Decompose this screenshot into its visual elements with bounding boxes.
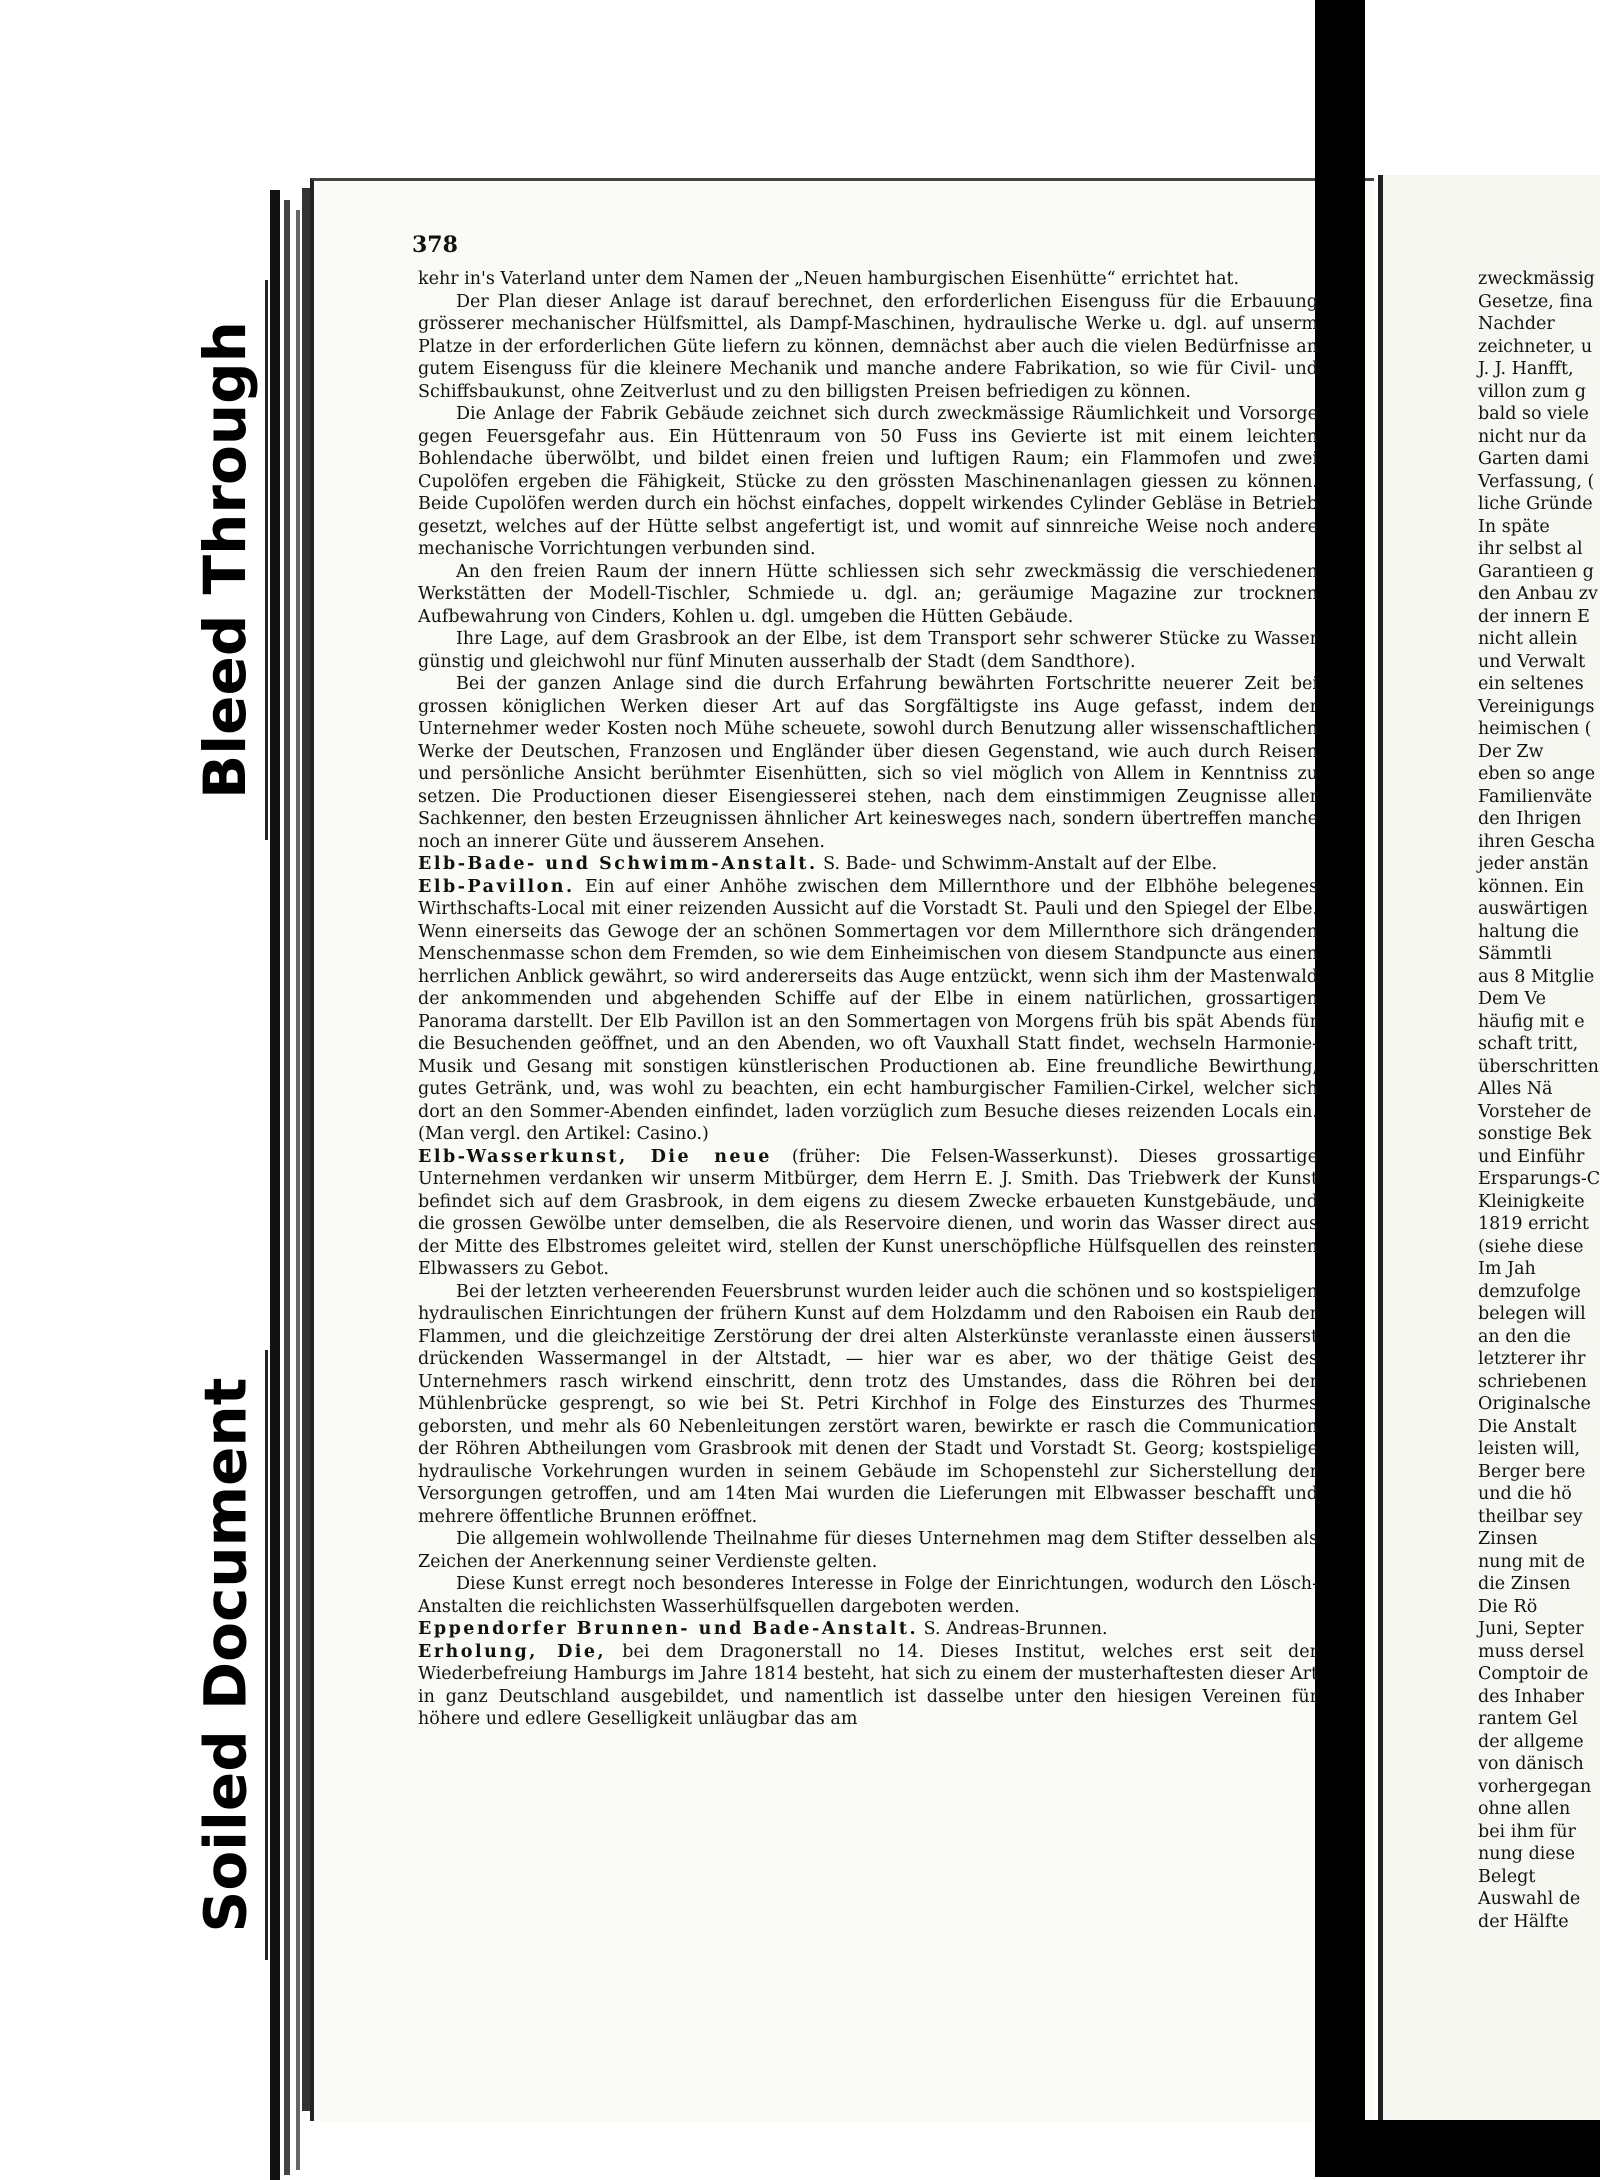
soiled-document-text: Soiled Document <box>191 1377 260 1933</box>
right-page-line: der Hälfte <box>1478 1911 1569 1932</box>
right-page-line: überschritten <box>1478 1056 1599 1077</box>
page-stack-edge-inner <box>284 200 290 2175</box>
paragraph-text: S. Bade- und Schwimm-Anstalt auf der Elbe. <box>817 854 1218 874</box>
right-page-line: schaft tritt, <box>1478 1034 1579 1054</box>
right-page-line: J. J. Hanfft, <box>1478 359 1574 379</box>
right-page-line: nicht allein <box>1478 629 1578 649</box>
right-page-line: Alles Nä <box>1478 1079 1553 1099</box>
right-page-line: haltung die <box>1478 921 1579 942</box>
right-page-line: In späte <box>1478 516 1550 537</box>
right-page-line: und die hö <box>1478 1484 1572 1504</box>
right-page-line: Vorsteher de <box>1478 1101 1592 1122</box>
right-page-line: liche Gründe <box>1478 494 1593 514</box>
paragraph-text: Die Anlage der Fabrik Gebäude zeichnet sich durch zweckmässige Räumlichkeit und Vorsorge gegen Feuersgefahr aus. Ein Hüttenraum von 50 Fuss ins Gevierte ist mit einem leichten Bohlendache überwölbt, und bildet einen freien und luftigen Raum; ein Flammofen und zwei Cupolöfen ergeben die Fähigkeit, Stücke zu den grössten Maschinenanlagen giessen zu können. Beide Cupolöfen werden durch ein höchst einfaches, doppelt wirkendes Cylinder Gebläse in Betrieb gesetzt, welches auf der Hütte selbst angefertigt ist, und womit auf sinnreiche Weise noch andere mechanische Vorrichtungen verbunden sind. <box>418 404 1318 559</box>
right-page-line: 1819 erricht <box>1478 1214 1589 1234</box>
right-page-line: Dem Ve <box>1478 989 1546 1009</box>
paragraph <box>418 628 1318 673</box>
right-page-line: Belegt <box>1478 1866 1536 1887</box>
right-page-line: jeder anstän <box>1478 854 1589 874</box>
soiled-document-label <box>185 1350 268 1960</box>
right-page-text-column <box>1478 268 1600 1933</box>
page-stack-edge-inner2 <box>296 210 300 2170</box>
entry-paragraph <box>388 853 1318 876</box>
right-page-line: Ersparungs-C <box>1478 1169 1600 1189</box>
right-page-line: Die Anstalt <box>1478 1416 1577 1437</box>
right-page-line: eben so ange <box>1478 764 1596 784</box>
right-page-line: auswärtigen <box>1478 899 1588 919</box>
right-page-line: der allgeme <box>1478 1731 1584 1752</box>
right-page-line: und Verwalt <box>1478 651 1586 672</box>
right-page-line: die Zinsen <box>1478 1574 1571 1594</box>
paragraph-text: (früher: Die Felsen-Wasserkunst). Dieses grossartige Unternehmen verdanken wir unserm Mitbürger, dem Herrn E. J. Smith. Das Triebwerk der Kunst befindet sich auf dem Grasbrook, in dem eigens zu diesem Zwecke erbaueten Kunstgebäude, und die grossen Gewölbe unter demselben, die als Reservoire dienen, und worin das Wasser direct aus der Mitte des Elbstromes geleitet wird, stellen der Kunst unerschöpfliche Hülfsquellen des reinsten Elbwassers zu Gebot. <box>418 1146 1318 1279</box>
paragraph-text: Die allgemein wohlwollende Theilnahme für dieses Unternehmen mag dem Stifter desselben als Zeichen der Anerkennung seiner Verdienste gelten. <box>418 1529 1318 1572</box>
bleed-through-label <box>185 280 268 840</box>
right-page-line: aus 8 Mitglie <box>1478 966 1595 987</box>
main-text-column <box>418 268 1318 1731</box>
right-page-line: Vereinigungs <box>1478 696 1595 717</box>
entry-keyword: Elb-Wasserkunst, Die neue <box>418 1146 772 1167</box>
right-page-line: nicht nur da <box>1478 426 1587 447</box>
right-page-line: nung diese <box>1478 1844 1576 1864</box>
right-page-line: nung mit de <box>1478 1551 1585 1572</box>
right-page-line: rantem Gel <box>1478 1709 1578 1729</box>
right-page-line: (siehe diese <box>1478 1236 1584 1257</box>
right-page-line: vorhergegan <box>1478 1776 1592 1797</box>
entry-paragraph <box>388 1618 1318 1641</box>
paragraph-text: S. Andreas-Brunnen. <box>918 1619 1108 1639</box>
right-page-line: Im Jah <box>1478 1259 1536 1279</box>
paragraph-text: Bei der letzten verheerenden Feuersbrunst wurden leider auch die schönen und so kostspieligen hydraulischen Einrichtungen der frühern Kunst auf dem Holzdamm und den Raboisen ein Raub der Flammen, und die gleichzeitige Zerstörung der drei alten Alsterkünste veranlasste einen äusserst drückenden Wassermangel in der Altstadt, — hier war es aber, wo der thätige Geist des Unternehmers rasch wirkend einschritt, denn trotz des Umstandes, dass die Röhren bei der Mühlenbrücke gesprengt, so wie bei St. Petri Kirchhof in Folge des Einsturzes des Thurmes geborsten, und mehr als 60 Nebenleitungen zerstört waren, bewirkte er rasch die Communication der Röhren Abtheilungen vom Grasbrook mit denen der Stadt und Vorstadt St. Georg; kostspielige hydraulische Vorkehrungen wurden in seinem Gebäude im Schopenstehl zur Sicherstellung der Versorgungen getroffen, und am 14ten Mai wurden die Lieferungen mit Elbwasser beschafft und mehrere öffentliche Brunnen eröffnet. <box>418 1281 1318 1527</box>
right-page-line: heimischen ( <box>1478 719 1592 739</box>
entry-paragraph <box>388 1641 1318 1731</box>
paragraph <box>418 1528 1318 1573</box>
right-page-line: sonstige Bek <box>1478 1124 1592 1144</box>
paragraph-text: Diese Kunst erregt noch besonderes Interesse in Folge der Einrichtungen, wodurch den Lösch-Anstalten die reichlichsten Wasserhülfsquellen dargeboten werden. <box>418 1574 1318 1617</box>
right-page-line: von dänisch <box>1478 1754 1584 1774</box>
paragraph-text: Ihre Lage, auf dem Grasbrook an der Elbe, ist dem Transport sehr schwerer Stücke zu Wasser günstig und gleichwohl nur fünf Minuten ausserhalb der Stadt (dem Sandthore). <box>418 629 1318 672</box>
right-page-line: Zinsen <box>1478 1529 1538 1549</box>
right-page-line: bei ihm für <box>1478 1821 1576 1842</box>
right-page-line: Garten dami <box>1478 449 1589 469</box>
right-page-line: und Einführ <box>1478 1146 1585 1167</box>
entry-keyword: Elb-Bade- und Schwimm-Anstalt. <box>418 854 818 874</box>
right-page-line: Berger bere <box>1478 1461 1586 1482</box>
paragraph-text: bei dem Dragonerstall no 14. Dieses Institut, welches erst seit der Wiederbefreiung Hamburgs im Jahre 1814 besteht, hat sich zu einem der musterhaftesten dieser Art in ganz Deutschland ausgebildet, und namentlich ist dasselbe unter den hiesigen Vereinen für höhere und edlere Geselligkeit unläugbar das am <box>418 1641 1318 1729</box>
page-number: 378 <box>412 232 458 258</box>
paragraph <box>418 1573 1318 1618</box>
right-page-line: Auswahl de <box>1478 1889 1581 1909</box>
right-page-line: Garantieen g <box>1478 561 1594 582</box>
right-page-line: Originalsche <box>1478 1394 1591 1414</box>
paragraph-text: Der Plan dieser Anlage ist darauf berechnet, den erforderlichen Eisenguss für die Erbauung grösserer mechanischer Hülfsmittel, als Dampf-Maschinen, hydraulische Werke u. dgl. auf unserm Platze in der erforderlichen Güte liefern zu können, demnächst aber auch die vielen Bedürfnisse an gutem Eisenguss für die kleinere Mechanik und manche andere Fabrikation, so wie für Civil- und Schiffsbaukunst, ohne Zeitverlust und zu den billigsten Preisen befriedigen zu können. <box>418 291 1318 402</box>
right-page-line: demzufolge <box>1478 1281 1581 1302</box>
right-page-line: der innern E <box>1478 606 1590 627</box>
paragraph-text: Ein auf einer Anhöhe zwischen dem Millernthore und der Elbhöhe belegenes Wirthschafts-Local mit einer reizenden Aussicht auf die Vorstadt St. Pauli und den Spiegel der Elbe. Wenn einerseits das Gewoge der an schönen Sommertagen vor dem Millernthore sich drängenden Menschenmasse schon dem Fremden, so wie dem Einheimischen von diesem Standpuncte aus einen herrlichen Anblick gewährt, so wird andererseits das Auge entzückt, wenn sich ihm der Mastenwald der ankommenden und abgehenden Schiffe auf der Elbe in einem natürlichen, grossartigen Panorama darstellt. Der Elb Pavillon ist an den Sommertagen von Morgens früh bis spät Abends für die Besuchenden geöffnet, und an den Abenden, wo oft Vauxhall Statt findet, wechseln Harmonie-Musik und Gesang mit sonstigen künstlerischen Productionen ab. Eine freundliche Bewirthung, gutes Getränk, und, was wohl zu beachten, ein echt hamburgischer Familien-Cirkel, welcher sich dort an den Sommer-Abenden einfindet, laden vorzüglich zum Besuche dieses reizenden Locals ein. (Man vergl. den Artikel: Casino.) <box>418 876 1318 1144</box>
entry-paragraph <box>388 1146 1318 1281</box>
right-page-line: ihr selbst al <box>1478 539 1583 559</box>
paragraph <box>418 403 1318 561</box>
right-page-line: können. Ein <box>1478 876 1585 897</box>
paragraph <box>418 561 1318 629</box>
right-page-line: ihren Gescha <box>1478 831 1596 852</box>
right-page-line: des Inhaber <box>1478 1686 1584 1707</box>
right-page-line: muss dersel <box>1478 1641 1585 1662</box>
right-page-line: Familienväte <box>1478 786 1593 807</box>
right-page-line: ohne allen <box>1478 1799 1571 1819</box>
right-page-line: Nachder <box>1478 314 1555 334</box>
paragraph <box>418 673 1318 853</box>
right-page-line: Die Rö <box>1478 1596 1538 1617</box>
page-stack-edge <box>270 190 280 2180</box>
bottom-shadow <box>1340 2120 1600 2177</box>
entry-keyword: Eppendorfer Brunnen- und Bade-Anstalt. <box>418 1619 919 1639</box>
right-page-line: Gesetze, fina <box>1478 291 1593 312</box>
right-page-line: Sämmtli <box>1478 944 1552 964</box>
right-page-line: Der Zw <box>1478 741 1544 762</box>
entry-paragraph <box>388 876 1318 1146</box>
paragraph-text: kehr in's Vaterland unter dem Namen der „Neuen hamburgischen Eisenhütte“ errichtet hat. <box>418 269 1240 289</box>
right-page-line: Comptoir de <box>1478 1664 1589 1684</box>
right-page-line: an den die <box>1478 1326 1571 1347</box>
entry-keyword: Elb-Pavillon. <box>418 876 575 897</box>
right-page-line: letzterer ihr <box>1478 1349 1586 1369</box>
right-page-line: schriebenen <box>1478 1371 1587 1392</box>
paragraph <box>418 1281 1318 1529</box>
paragraph <box>418 291 1318 404</box>
right-page-line: den Anbau zv <box>1478 584 1598 604</box>
entry-keyword: Erholung, Die, <box>418 1641 607 1662</box>
right-page-line: häufig mit e <box>1478 1011 1585 1032</box>
right-page-line: bald so viele <box>1478 404 1589 424</box>
right-page-line: theilbar sey <box>1478 1506 1583 1527</box>
right-page-line: Kleinigkeite <box>1478 1191 1585 1212</box>
right-page-line: belegen will <box>1478 1304 1586 1324</box>
right-page-line: leisten will, <box>1478 1439 1581 1459</box>
right-page-line: zeichneter, u <box>1478 336 1593 357</box>
bleed-through-text: Bleed Through <box>191 321 260 799</box>
paragraph-text: An den freien Raum der innern Hütte schliessen sich sehr zweckmässig die verschiedenen Werkstätten der Modell-Tischler, Schmiede u. dgl. an; geräumige Magazine zur trocknen Aufbewahrung von Cinders, Kohlen u. dgl. umgeben die Hütten Gebäude. <box>418 561 1318 627</box>
book-gutter <box>1315 0 1365 2177</box>
right-page-line: zweckmässig <box>1478 269 1595 289</box>
right-page-line: Verfassung, ( <box>1478 471 1595 492</box>
right-page-line: ein seltenes <box>1478 674 1584 694</box>
right-page-line: den Ihrigen <box>1478 809 1582 829</box>
paragraph <box>418 268 1318 291</box>
paragraph-text: Bei der ganzen Anlage sind die durch Erfahrung bewährten Fortschritte neuerer Zeit bei grossen königlichen Werken dieser Art auf das Sorgfältigste ins Auge gefasst, indem der Unternehmer weder Kosten noch Mühe scheuete, sowohl durch Benutzung aller wissenschaftlichen Werke der Deutschen, Franzosen und Engländer über diesen Gegenstand, wie auch durch Reisen und persönliche Ansicht berühmter Eisenhütten, sich so viel möglich von Allem in Kenntniss zu setzen. Die Productionen dieser Eisengiesserei stehen, nach dem einstimmigen Zeugnisse aller Sachkenner, den besten Erzeugnissen ähnlicher Art keinesweges nach, sondern übertreffen manche noch an innerer Güte und äusserem Ansehen. <box>418 674 1318 852</box>
right-page-line: villon zum g <box>1478 381 1586 402</box>
right-page-line: Juni, Septer <box>1478 1619 1584 1639</box>
